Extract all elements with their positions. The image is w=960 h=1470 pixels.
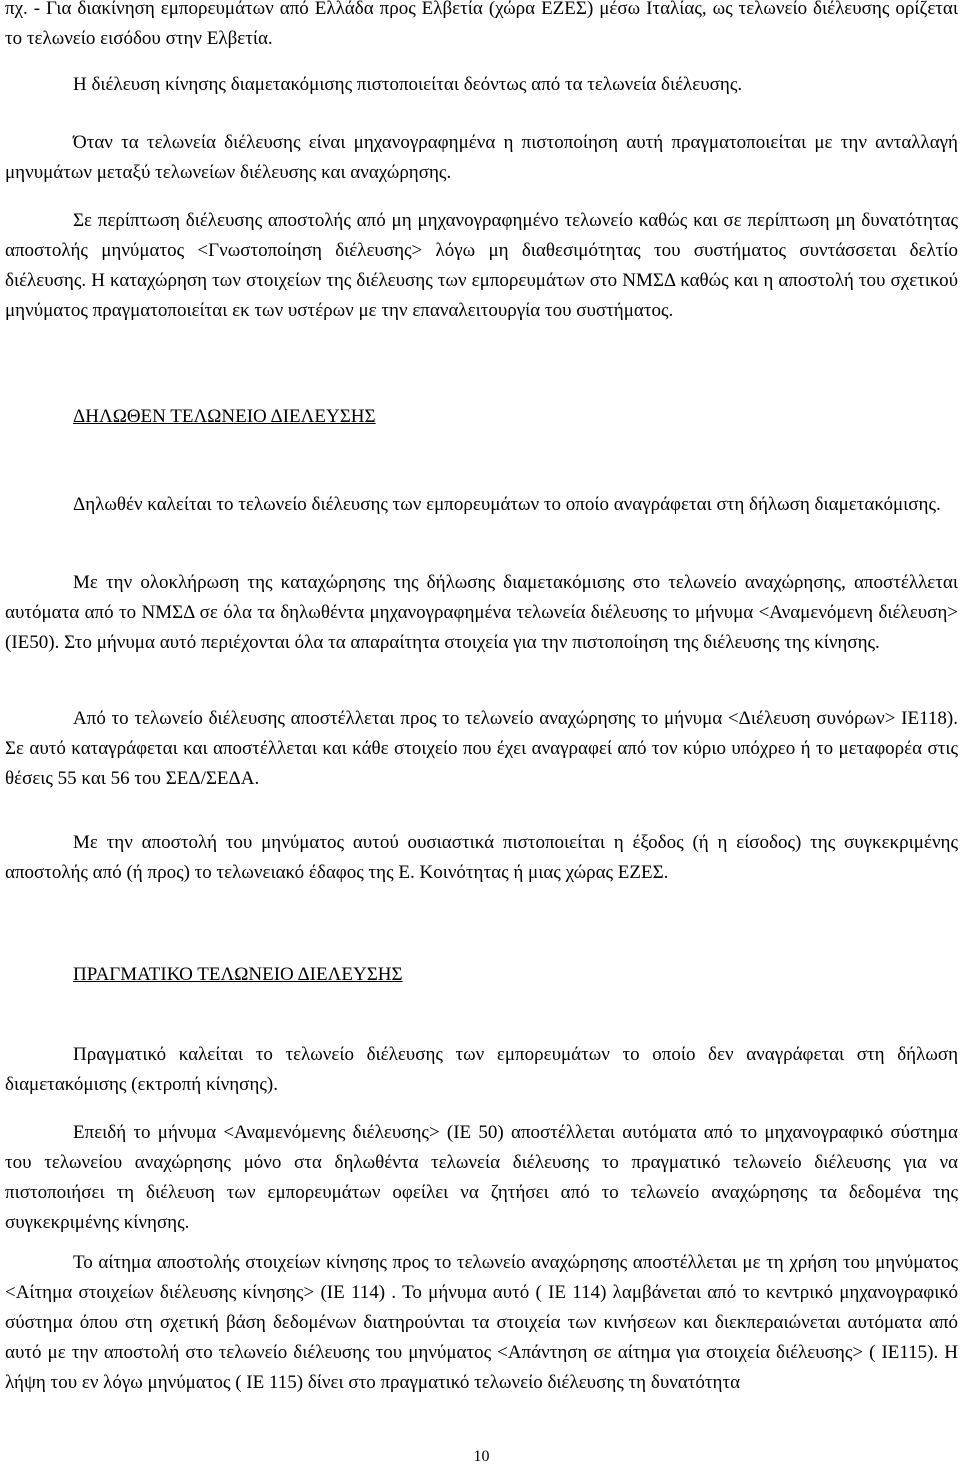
paragraph-non-computerized-offices: Σε περίπτωση διέλευσης αποστολής από μη μηχανογραφημένο τελωνείο καθώς και σε περίπτωση μη δυνατότητας αποστολής μηνύματος <Γνωστοποίηση διέλευσης> λόγω μη διαθεσιμότητας του συστήματος συντάσσεται δελτίο διέλευσης. Η καταχώρηση των στοιχείων της διέλευσης των εμπορευμάτων στο ΝΜΣΔ καθώς και η αποστολή του σχετικού μηνύματος πραγματοποιείται εκ των υστέρων με την επαναλειτουργία του συστήματος.	[5, 210, 958, 321]
paragraph-transit-certification: Η διέλευση κίνησης διαμετακόμισης πιστοποιείται δεόντως από τα τελωνεία διέλευσης.	[73, 74, 743, 95]
heading-actual-office: ΠΡΑΓΜΑΤΙΚΟ ΤΕΛΩΝΕΙΟ ΔΙΕΛΕΥΣΗΣ	[73, 964, 403, 985]
paragraph-actual-office-definition: Πραγματικό καλείται το τελωνείο διέλευσης των εμπορευμάτων το οποίο δεν αναγράφεται στη δήλωση διαμετακόμισης (εκτροπή κίνησης).	[5, 1044, 958, 1095]
intro-paragraph: πχ. - Για διακίνηση εμπορευμάτων από Ελλάδα προς Ελβετία (χώρα ΕΖΕΣ) μέσω Ιταλίας, ως τελωνείο διέλευσης ορίζεται το τελωνείο εισόδου στην Ελβετία.	[5, 0, 958, 49]
page-number: 10	[473, 1448, 490, 1465]
paragraph-declared-office-definition: Δηλωθέν καλείται το τελωνείο διέλευσης των εμπορευμάτων το οποίο αναγράφεται στη δήλωση διαμετακόμισης.	[73, 494, 941, 515]
paragraph-border-crossing: Από το τελωνείο διέλευσης αποστέλλεται προς το τελωνείο αναχώρησης το μήνυμα <Διέλευση συνόρων> ΙΕ118). Σε αυτό καταγράφεται και αποστέλλεται και κάθε στοιχείο που έχει αναγραφεί από τον κύριο υπόχρεο ή το μεταφορέα στις θέσεις 55 και 56 του ΣΕΔ/ΣΕΔΑ.	[5, 708, 958, 789]
paragraph-exit-certification: Με την αποστολή του μηνύματος αυτού ουσιαστικά πιστοποιείται η έξοδος (ή η είσοδος) της συγκεκριμένης αποστολής από (ή προς) το τελωνειακό έδαφος της Ε. Κοινότητας ή μιας χώρας ΕΖΕΣ.	[5, 832, 958, 883]
paragraph-computerized-offices: Όταν τα τελωνεία διέλευσης είναι μηχανογραφημένα η πιστοποίηση αυτή πραγματοποιείται με την ανταλλαγή μηνυμάτων μεταξύ τελωνείων διέλευσης και αναχώρησης.	[5, 132, 958, 183]
paragraph-request-data: Επειδή το μήνυμα <Αναμενόμενης διέλευσης> (ΙΕ 50) αποστέλλεται αυτόματα από το μηχανογραφικό σύστημα του τελωνείου αναχώρησης μόνο στα δηλωθέντα τελωνεία διέλευσης το πραγματικό τελωνείο διέλευσης για να πιστοποιήσει τη διέλευση των εμπορευμάτων οφείλει να ζητήσει από το τελωνείο αναχώρησης τα δεδομένα της συγκεκριμένης κίνησης.	[5, 1122, 958, 1233]
heading-declared-office: ΔΗΛΩΘΕΝ ΤΕΛΩΝΕΙΟ ΔΙΕΛΕΥΣΗΣ	[73, 406, 376, 427]
paragraph-anticipated-transit: Με την ολοκλήρωση της καταχώρησης της δήλωσης διαμετακόμισης στο τελωνείο αναχώρησης, αποστέλλεται αυτόματα από το ΝΜΣΔ σε όλα τα δηλωθέντα μηχανογραφημένα τελωνεία διέλευσης το μήνυμα <Αναμενόμενη διέλευση> (ΙΕ50). Στο μήνυμα αυτό περιέχονται όλα τα απαραίτητα στοιχεία για την πιστοποίηση της διέλευσης της κίνησης.	[5, 572, 958, 653]
document-page	[5, 0, 958, 1470]
paragraph-ie114-request: Το αίτημα αποστολής στοιχείων κίνησης προς το τελωνείο αναχώρησης αποστέλλεται με τη χρήση του μηνύματος <Αίτημα στοιχείων διέλευσης κίνησης> (ΙΕ 114) . Το μήνυμα αυτό ( ΙΕ 114) λαμβάνεται από το κεντρικό μηχανογραφικό σύστημα όπου στη σχετική βάση δεδομένων διατηρούνται τα στοιχεία των κινήσεων και διεκπεραιώνεται αυτόματα από αυτό με την αποστολή στο τελωνείο διέλευσης του μηνύματος <Απάντηση σε αίτημα για στοιχεία διέλευσης> ( ΙΕ115). Η λήψη του εν λόγω μηνύματος ( ΙΕ 115) δίνει στο πραγματικό τελωνείο διέλευσης τη δυνατότητα	[5, 1252, 958, 1393]
